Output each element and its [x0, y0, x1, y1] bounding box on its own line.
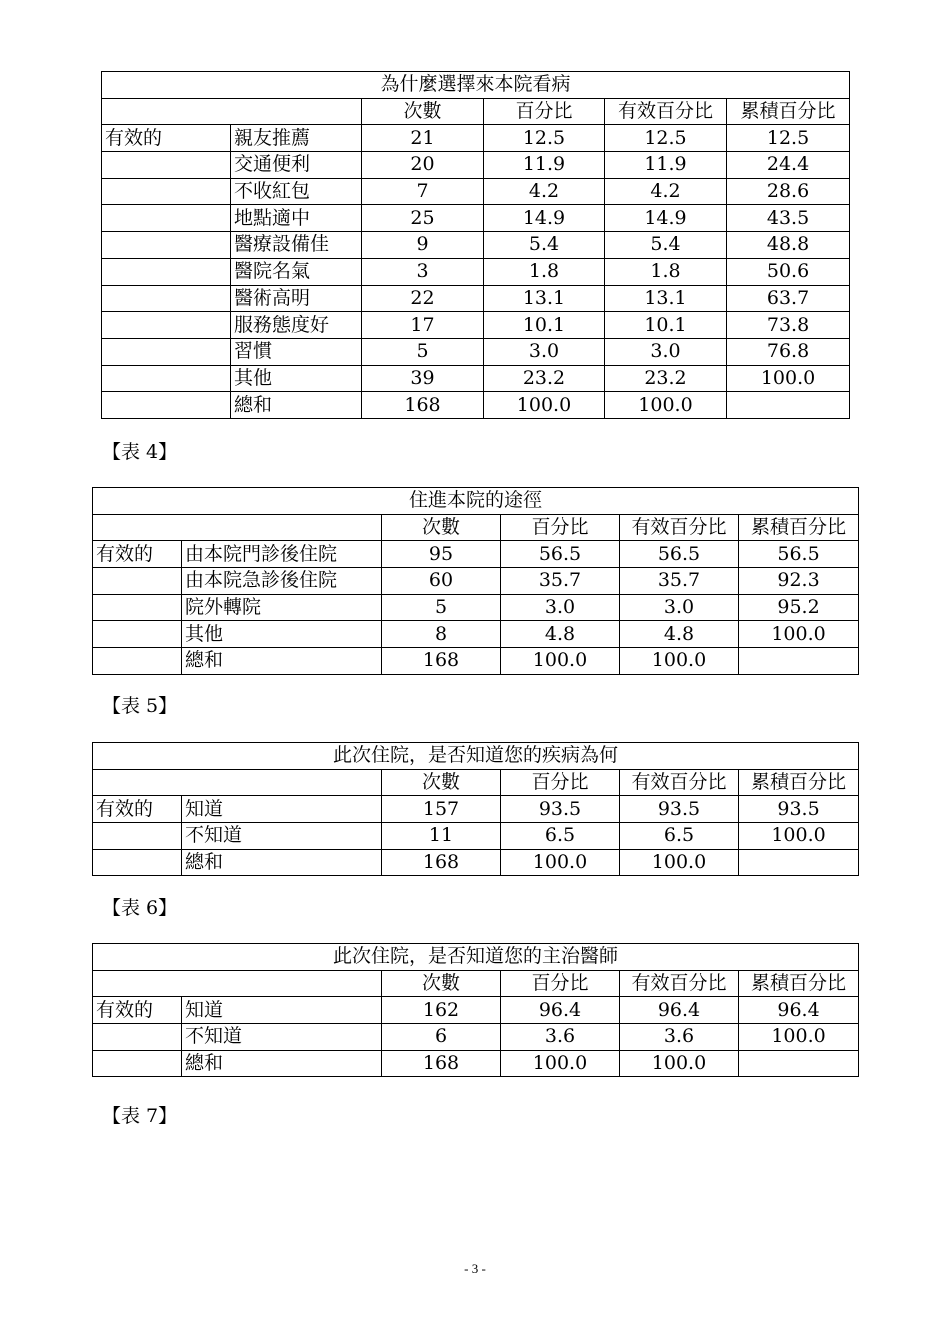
cell-valid-percent: 14.9 — [605, 205, 727, 232]
cell-percent: 35.7 — [501, 568, 620, 595]
cell-percent: 11.9 — [484, 152, 605, 179]
cell-percent: 100.0 — [501, 849, 620, 876]
table-caption: 【表 6】 — [102, 897, 178, 919]
row-label: 醫療設備佳 — [231, 232, 362, 259]
cell-count: 3 — [362, 258, 484, 285]
cell-count: 168 — [382, 648, 501, 675]
row-group-blank — [93, 648, 182, 675]
header-percent: 百分比 — [501, 514, 620, 541]
cell-percent: 12.5 — [484, 125, 605, 152]
table-row — [102, 338, 850, 365]
header-percent: 百分比 — [501, 769, 620, 796]
cell-count: 22 — [362, 285, 484, 312]
cell-percent: 4.2 — [484, 178, 605, 205]
cell-cumulative-percent: 100.0 — [739, 621, 859, 648]
row-label: 醫院名氣 — [231, 258, 362, 285]
cell-cumulative-percent: 92.3 — [739, 568, 859, 595]
cell-valid-percent: 3.0 — [605, 338, 727, 365]
header-valid-percent: 有效百分比 — [620, 514, 739, 541]
cell-count: 7 — [362, 178, 484, 205]
cell-valid-percent: 5.4 — [605, 232, 727, 259]
cell-count: 168 — [362, 392, 484, 419]
table-title: 為什麼選擇來本院看病 — [102, 72, 850, 99]
table-row — [102, 258, 850, 285]
cell-cumulative-percent — [727, 392, 850, 419]
header-blank — [93, 514, 382, 541]
row-group-blank — [102, 338, 231, 365]
row-group-blank — [93, 621, 182, 648]
cell-percent: 23.2 — [484, 365, 605, 392]
header-percent: 百分比 — [501, 970, 620, 997]
cell-valid-percent: 23.2 — [605, 365, 727, 392]
row-label: 由本院急診後住院 — [182, 568, 382, 595]
cell-cumulative-percent — [739, 1050, 859, 1077]
row-label: 不知道 — [182, 1024, 382, 1051]
header-count: 次數 — [362, 98, 484, 125]
cell-percent: 100.0 — [501, 1050, 620, 1077]
cell-cumulative-percent: 28.6 — [727, 178, 850, 205]
row-group-label: 有效的 — [93, 796, 182, 823]
row-label: 不收紅包 — [231, 178, 362, 205]
cell-valid-percent: 12.5 — [605, 125, 727, 152]
table-row — [102, 178, 850, 205]
table-row — [102, 205, 850, 232]
header-valid-percent: 有效百分比 — [605, 98, 727, 125]
cell-cumulative-percent: 100.0 — [739, 823, 859, 850]
cell-count: 168 — [382, 1050, 501, 1077]
row-label: 醫術高明 — [231, 285, 362, 312]
table-row — [93, 568, 859, 595]
table-caption: 【表 4】 — [102, 441, 178, 463]
cell-percent: 3.0 — [501, 594, 620, 621]
table-know-disease — [92, 742, 859, 876]
cell-cumulative-percent — [739, 648, 859, 675]
table-row — [102, 232, 850, 259]
header-blank — [93, 970, 382, 997]
cell-cumulative-percent: 12.5 — [727, 125, 850, 152]
row-group-blank — [102, 392, 231, 419]
row-group-blank — [93, 1050, 182, 1077]
row-group-label: 有效的 — [93, 541, 182, 568]
row-group-blank — [102, 152, 231, 179]
cell-valid-percent: 96.4 — [620, 997, 739, 1024]
header-count: 次數 — [382, 514, 501, 541]
cell-valid-percent: 100.0 — [620, 849, 739, 876]
cell-valid-percent: 1.8 — [605, 258, 727, 285]
cell-cumulative-percent: 100.0 — [739, 1024, 859, 1051]
cell-valid-percent: 35.7 — [620, 568, 739, 595]
cell-cumulative-percent: 48.8 — [727, 232, 850, 259]
row-group-blank — [93, 1024, 182, 1051]
cell-cumulative-percent: 100.0 — [727, 365, 850, 392]
cell-percent: 3.6 — [501, 1024, 620, 1051]
cell-count: 9 — [362, 232, 484, 259]
cell-count: 168 — [382, 849, 501, 876]
table-title: 此次住院，是否知道您的疾病為何 — [93, 743, 859, 770]
header-valid-percent: 有效百分比 — [620, 769, 739, 796]
cell-cumulative-percent: 43.5 — [727, 205, 850, 232]
cell-count: 5 — [362, 338, 484, 365]
cell-count: 17 — [362, 312, 484, 339]
row-label: 其他 — [231, 365, 362, 392]
cell-valid-percent: 10.1 — [605, 312, 727, 339]
cell-percent: 10.1 — [484, 312, 605, 339]
table-row — [93, 997, 859, 1024]
row-group-blank — [102, 178, 231, 205]
row-label: 交通便利 — [231, 152, 362, 179]
cell-percent: 93.5 — [501, 796, 620, 823]
cell-valid-percent: 4.8 — [620, 621, 739, 648]
row-group-label: 有效的 — [102, 125, 231, 152]
table-row — [93, 849, 859, 876]
cell-valid-percent: 4.2 — [605, 178, 727, 205]
table-row — [93, 796, 859, 823]
table-row — [93, 1050, 859, 1077]
row-label: 習慣 — [231, 338, 362, 365]
cell-cumulative-percent: 56.5 — [739, 541, 859, 568]
table-row — [102, 312, 850, 339]
cell-cumulative-percent: 73.8 — [727, 312, 850, 339]
row-label: 地點適中 — [231, 205, 362, 232]
header-cumulative-percent: 累積百分比 — [739, 514, 859, 541]
cell-count: 95 — [382, 541, 501, 568]
row-group-blank — [102, 205, 231, 232]
table-row — [93, 648, 859, 675]
cell-valid-percent: 56.5 — [620, 541, 739, 568]
cell-valid-percent: 100.0 — [620, 1050, 739, 1077]
cell-count: 8 — [382, 621, 501, 648]
row-label: 總和 — [182, 1050, 382, 1077]
cell-cumulative-percent: 24.4 — [727, 152, 850, 179]
cell-cumulative-percent: 93.5 — [739, 796, 859, 823]
table-caption: 【表 7】 — [102, 1105, 178, 1127]
header-cumulative-percent: 累積百分比 — [739, 769, 859, 796]
row-label: 服務態度好 — [231, 312, 362, 339]
table-title: 住進本院的途徑 — [93, 488, 859, 515]
cell-valid-percent: 11.9 — [605, 152, 727, 179]
cell-valid-percent: 100.0 — [620, 648, 739, 675]
table-row — [93, 594, 859, 621]
row-group-blank — [93, 568, 182, 595]
cell-cumulative-percent — [739, 849, 859, 876]
cell-percent: 5.4 — [484, 232, 605, 259]
row-label: 親友推薦 — [231, 125, 362, 152]
cell-valid-percent: 3.6 — [620, 1024, 739, 1051]
cell-percent: 1.8 — [484, 258, 605, 285]
table-admission-route — [92, 487, 859, 675]
cell-valid-percent: 93.5 — [620, 796, 739, 823]
cell-cumulative-percent: 63.7 — [727, 285, 850, 312]
row-group-label: 有效的 — [93, 997, 182, 1024]
table-caption: 【表 5】 — [102, 695, 178, 717]
row-label: 不知道 — [182, 823, 382, 850]
cell-valid-percent: 100.0 — [605, 392, 727, 419]
cell-count: 6 — [382, 1024, 501, 1051]
cell-percent: 6.5 — [501, 823, 620, 850]
row-group-blank — [102, 312, 231, 339]
cell-percent: 56.5 — [501, 541, 620, 568]
cell-percent: 96.4 — [501, 997, 620, 1024]
cell-percent: 100.0 — [501, 648, 620, 675]
table-row — [93, 1024, 859, 1051]
cell-count: 60 — [382, 568, 501, 595]
row-label: 院外轉院 — [182, 594, 382, 621]
cell-count: 5 — [382, 594, 501, 621]
header-percent: 百分比 — [484, 98, 605, 125]
table-row — [102, 285, 850, 312]
cell-count: 25 — [362, 205, 484, 232]
header-cumulative-percent: 累積百分比 — [739, 970, 859, 997]
row-group-blank — [102, 258, 231, 285]
row-group-blank — [102, 285, 231, 312]
cell-valid-percent: 13.1 — [605, 285, 727, 312]
cell-cumulative-percent: 76.8 — [727, 338, 850, 365]
row-label: 知道 — [182, 997, 382, 1024]
cell-cumulative-percent: 50.6 — [727, 258, 850, 285]
row-group-blank — [93, 594, 182, 621]
table-row — [93, 621, 859, 648]
cell-percent: 14.9 — [484, 205, 605, 232]
table-know-attending-physician — [92, 943, 859, 1077]
table-row — [102, 125, 850, 152]
header-count: 次數 — [382, 970, 501, 997]
table-row — [93, 541, 859, 568]
header-valid-percent: 有效百分比 — [620, 970, 739, 997]
cell-count: 162 — [382, 997, 501, 1024]
row-label: 總和 — [182, 648, 382, 675]
table-choose-hospital-reason — [101, 71, 850, 419]
cell-cumulative-percent: 95.2 — [739, 594, 859, 621]
table-row — [102, 365, 850, 392]
row-group-blank — [102, 232, 231, 259]
cell-count: 157 — [382, 796, 501, 823]
row-label: 由本院門診後住院 — [182, 541, 382, 568]
cell-count: 21 — [362, 125, 484, 152]
table-row — [102, 152, 850, 179]
table-title: 此次住院，是否知道您的主治醫師 — [93, 944, 859, 971]
cell-valid-percent: 6.5 — [620, 823, 739, 850]
row-label: 總和 — [182, 849, 382, 876]
cell-cumulative-percent: 96.4 — [739, 997, 859, 1024]
row-label: 總和 — [231, 392, 362, 419]
header-count: 次數 — [382, 769, 501, 796]
cell-percent: 4.8 — [501, 621, 620, 648]
cell-count: 20 — [362, 152, 484, 179]
table-row — [93, 823, 859, 850]
cell-percent: 3.0 — [484, 338, 605, 365]
cell-percent: 100.0 — [484, 392, 605, 419]
table-row — [102, 392, 850, 419]
page-number: - 3 - — [464, 1261, 486, 1276]
row-group-blank — [93, 849, 182, 876]
header-blank — [93, 769, 382, 796]
cell-percent: 13.1 — [484, 285, 605, 312]
row-group-blank — [102, 365, 231, 392]
row-group-blank — [93, 823, 182, 850]
cell-valid-percent: 3.0 — [620, 594, 739, 621]
header-cumulative-percent: 累積百分比 — [727, 98, 850, 125]
cell-count: 39 — [362, 365, 484, 392]
row-label: 知道 — [182, 796, 382, 823]
cell-count: 11 — [382, 823, 501, 850]
header-blank — [102, 98, 362, 125]
row-label: 其他 — [182, 621, 382, 648]
